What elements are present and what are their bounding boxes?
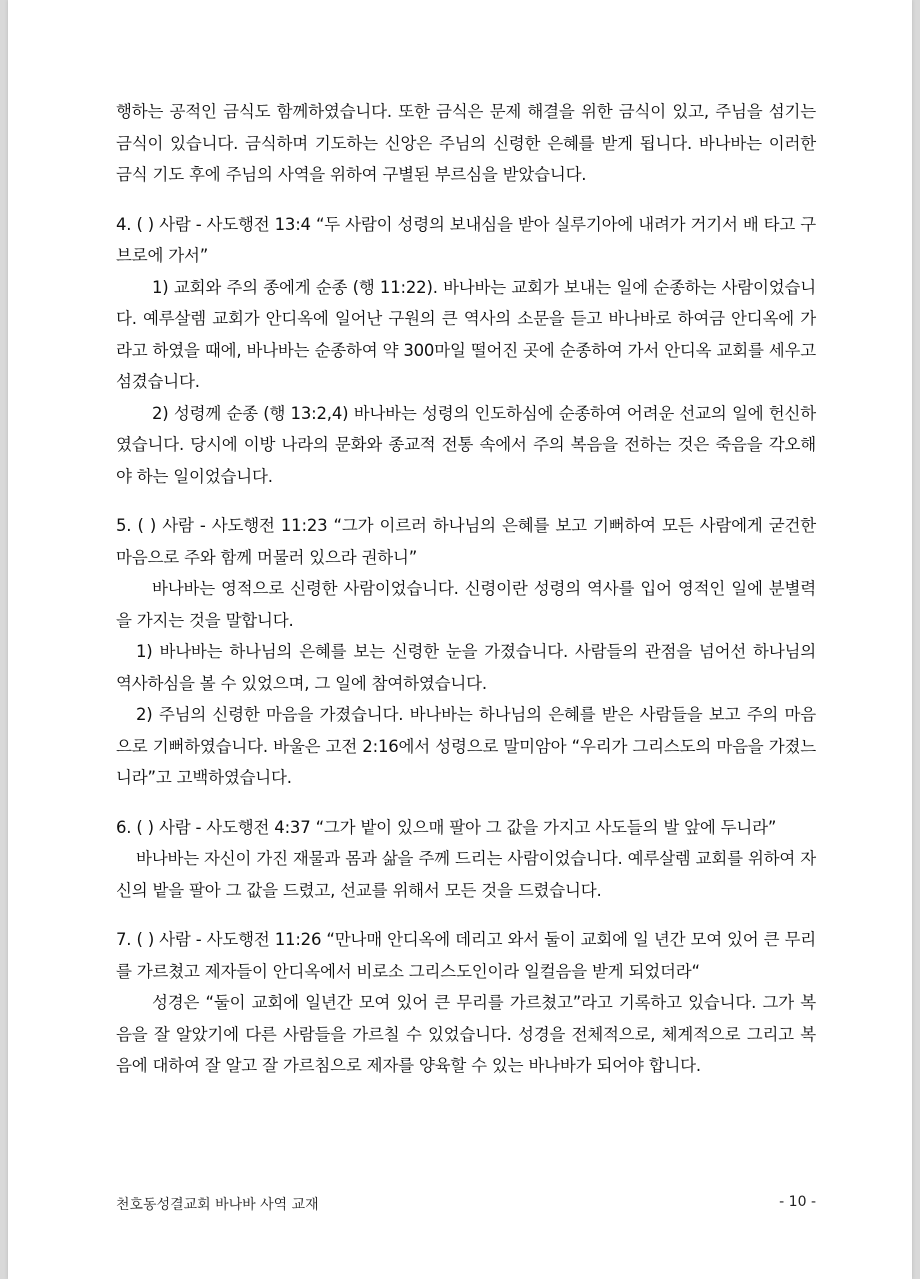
- footer-title: 천호동성결교회 바나바 사역 교재: [116, 1197, 319, 1213]
- section-5-heading: 5. ( ) 사람 - 사도행전 11:23 “그가 이르러 하나님의 은혜를 보고 기뻐하여 모든 사람에게 굳건한 마음으로 주와 함께 머물러 있으라 권하니”: [116, 516, 816, 567]
- spacer: [116, 492, 816, 510]
- page-number: - 10 -: [779, 1194, 816, 1210]
- spacer: [116, 906, 816, 924]
- section-4-heading: 4. ( ) 사람 - 사도행전 13:4 “두 사람이 성령의 보내심을 받아 실루기아에 내려가 거기서 배 타고 구브로에 가서”: [116, 214, 816, 265]
- document-body: [116, 96, 816, 1082]
- section-4-point-2: 2) 성령께 순종 (행 13:2,4) 바나바는 성령의 인도하심에 순종하여 어려운 선교의 일에 헌신하였습니다. 당시에 이방 나라의 문화와 종교적 전통 속에서 주의 복음을 전하는 것은 죽음을 각오해야 하는 일이었습니다.: [116, 403, 816, 486]
- section-5-point-2: 2) 주님의 신령한 마음을 가졌습니다. 바나바는 하나님의 은혜를 받은 사람들을 보고 주의 마음으로 기뻐하였습니다. 바울은 고전 2:16에서 성령으로 말미암아 “우리가 그리스도의 마음을 가졌느니라”고 고백하였습니다.: [116, 705, 816, 787]
- page-footer: [116, 1194, 816, 1214]
- spacer: [116, 191, 816, 209]
- section-7-heading: 7. ( ) 사람 - 사도행전 11:26 “만나매 안디옥에 데리고 와서 둘이 교회에 일 년간 모여 있어 큰 무리를 가르쳤고 제자들이 안디옥에서 비로소 그리스도인이라 일컬음을 받게 되었더라“: [116, 930, 816, 981]
- section-7-body: 성경은 “둘이 교회에 일년간 모여 있어 큰 무리를 가르쳤고”라고 기록하고 있습니다. 그가 복음을 잘 알았기에 다른 사람들을 가르칠 수 있었습니다. 성경을 전체적으로, 체계적으로 그리고 복음에 대하여 잘 알고 잘 가르침으로 제자를 양육할 수 있는 바나바가 되어야 합니다.: [116, 993, 816, 1075]
- section-6-heading: 6. ( ) 사람 - 사도행전 4:37 “그가 밭이 있으매 팔아 그 값을 가지고 사도들의 발 앞에 두니라”: [116, 817, 777, 837]
- section-5-body: 바나바는 영적으로 신령한 사람이었습니다. 신령이란 성령의 역사를 입어 영적인 일에 분별력을 가지는 것을 말합니다.: [116, 579, 816, 630]
- section-5-point-1: 1) 바나바는 하나님의 은혜를 보는 신령한 눈을 가졌습니다. 사람들의 관점을 넘어선 하나님의 역사하심을 볼 수 있었으며, 그 일에 참여하였습니다.: [116, 642, 816, 693]
- section-6-body: 바나바는 자신이 가진 재물과 몸과 삶을 주께 드리는 사람이었습니다. 예루살렘 교회를 위하여 자신의 밭을 팔아 그 값을 드렸고, 선교를 위해서 모든 것을 드렸습니다.: [116, 849, 816, 900]
- paragraph-fasting: 행하는 공적인 금식도 함께하였습니다. 또한 금식은 문제 해결을 위한 금식이 있고, 주님을 섬기는 금식이 있습니다. 금식하며 기도하는 신앙은 주님의 신령한 은혜를 받게 됩니다. 바나바는 이러한 금식 기도 후에 주님의 사역을 위하여 구별된 부르심을 받았습니다.: [116, 102, 816, 184]
- spacer: [116, 794, 816, 812]
- section-4-point-1: 1) 교회와 주의 종에게 순종 (행 11:22). 바나바는 교회가 보내는 일에 순종하는 사람이었습니다. 예루살렘 교회가 안디옥에 일어난 구원의 큰 역사의 소문을 듣고 바나바로 하여금 안디옥에 가라고 하였을 때에, 바나바는 순종하여 약 300마일 떨어진 곳에 순종하여 가서 안디옥 교회를 세우고 섬겼습니다.: [116, 277, 816, 391]
- document-page: [8, 0, 912, 1279]
